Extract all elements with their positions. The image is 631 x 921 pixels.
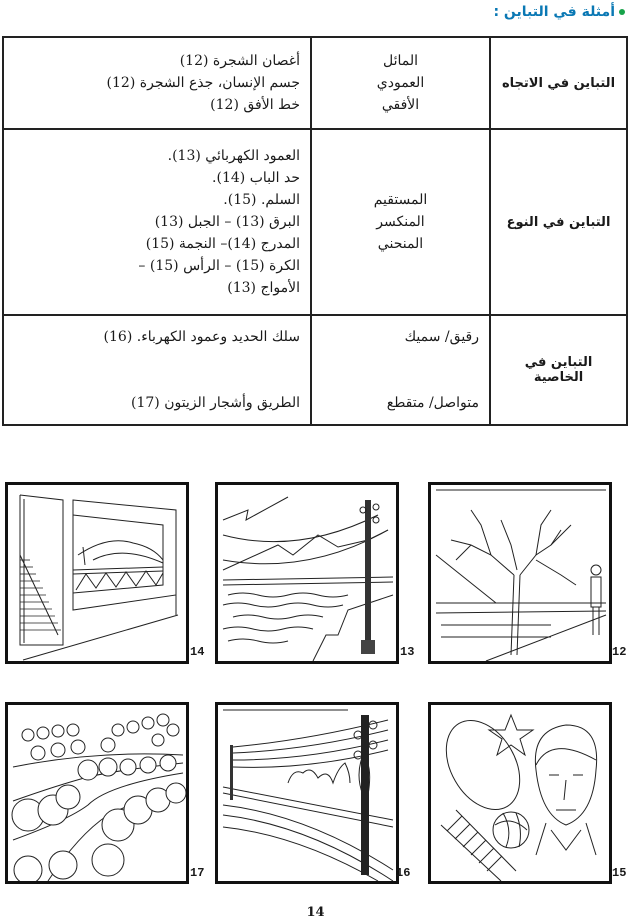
figure-15-face-shapes [428, 702, 612, 884]
example-item: جسم الإنسان، جذع الشجرة (12) [106, 75, 300, 91]
type-item: متواصل/ متقطع [386, 395, 479, 411]
figure-number: 17 [190, 866, 205, 880]
figure-12-tree-man [428, 482, 612, 664]
road-poles-illustration [218, 705, 396, 881]
table-row [3, 315, 627, 425]
example-item: السلم. (15). [223, 192, 300, 208]
example-item: سلك الحديد وعمود الكهرباء. (16) [103, 329, 300, 345]
table-row [3, 37, 627, 129]
heading-text: أمثلة في التباين : [493, 4, 615, 20]
type-item: المائل [382, 53, 418, 69]
example-item: الأمواج (13) [227, 280, 300, 296]
example-item: الكرة (15) – الرأس (15) – [138, 258, 300, 274]
types-cell [311, 37, 490, 129]
contrast-table [2, 36, 628, 426]
tree-man-illustration [431, 485, 609, 661]
figure-13-pole-waves [215, 482, 399, 664]
types-cell [311, 129, 490, 315]
figure-number: 14 [190, 645, 205, 659]
category-cell: التباين في الاتجاه [490, 37, 627, 129]
figure-number: 15 [612, 866, 627, 880]
category-cell: التباين في النوع [490, 129, 627, 315]
example-item: خط الأفق (12) [210, 97, 300, 113]
table-row [3, 129, 627, 315]
type-item: العمودي [376, 75, 425, 91]
pole-waves-illustration [218, 485, 396, 661]
type-item: المستقيم [373, 192, 428, 208]
example-item: الطريق وأشجار الزيتون (17) [130, 395, 300, 411]
road-olive-trees-illustration [8, 705, 186, 881]
figure-14-door-stairs [5, 482, 189, 664]
types-cell [311, 315, 490, 425]
examples-cell [3, 129, 311, 315]
type-item: المنكسر [376, 214, 425, 230]
category-cell: التباين في الخاصية [490, 315, 627, 425]
type-item: المنحني [377, 236, 424, 252]
example-item: أغصان الشجرة (12) [179, 53, 300, 69]
examples-cell [3, 37, 311, 129]
figure-number: 16 [396, 866, 411, 880]
figure-number: 12 [612, 645, 627, 659]
example-item: حد الباب (14). [212, 170, 300, 186]
face-shapes-illustration [431, 705, 609, 881]
example-item: البرق (13) – الجبل (13) [154, 214, 300, 230]
bullet-icon [619, 9, 625, 15]
example-item: المدرج (14)– النجمة (15) [145, 236, 300, 252]
figure-17-road-olive-trees [5, 702, 189, 884]
examples-cell [3, 315, 311, 425]
example-item: العمود الكهربائي (13). [167, 148, 300, 164]
figure-16-road-poles [215, 702, 399, 884]
figure-number: 13 [400, 645, 415, 659]
type-item: رقيق/ سميك [404, 329, 479, 345]
page-number: 14 [306, 905, 325, 920]
section-heading [493, 4, 625, 20]
door-stairs-illustration [8, 485, 186, 661]
type-item: الأفقي [381, 97, 420, 113]
